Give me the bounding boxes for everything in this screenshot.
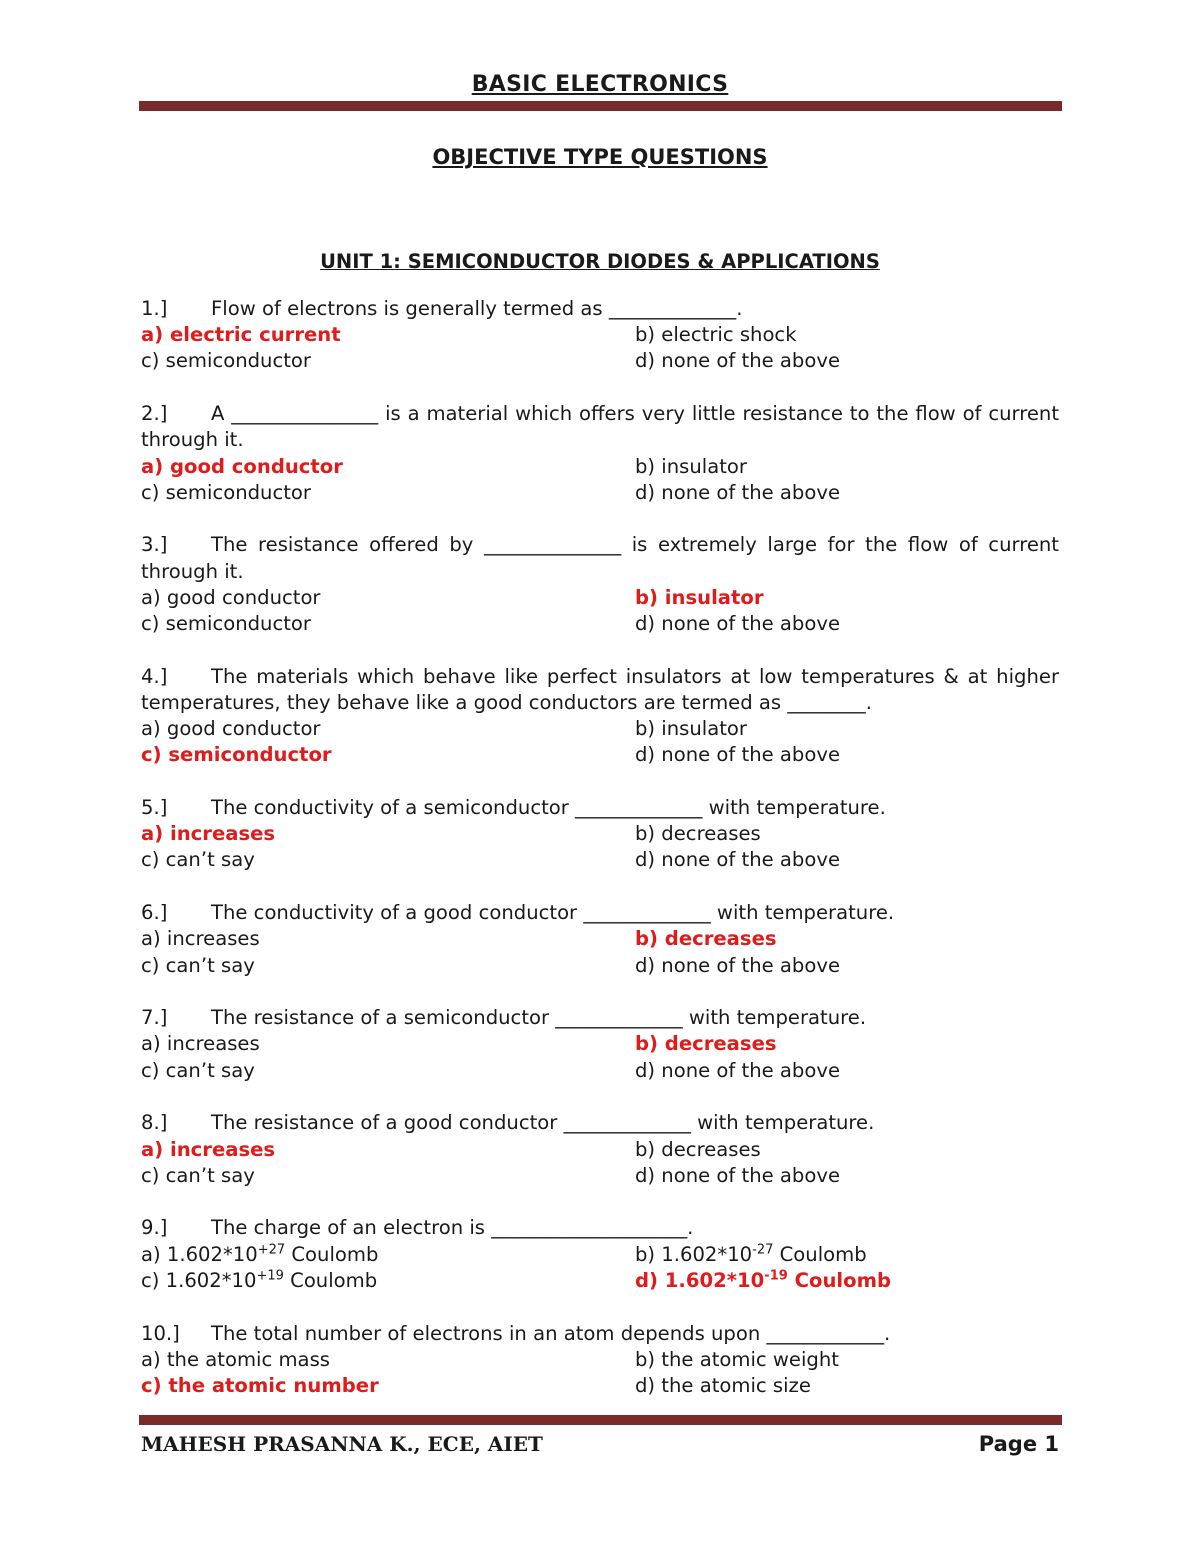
option-coefficient: b) 1.602*10 xyxy=(635,1242,753,1266)
question-text: The conductivity of a good conductor _____________ with temperature. xyxy=(211,901,895,925)
answer-option: a) good conductor xyxy=(141,585,321,609)
correct-answer-option: c) the atomic number xyxy=(141,1374,379,1397)
answer-option: a) good conductor xyxy=(141,717,321,741)
answer-option xyxy=(141,1268,635,1294)
answer-option: c) can’t say xyxy=(141,953,255,977)
footer-author: MAHESH PRASANNA K., ECE, AIET xyxy=(141,1432,543,1456)
question-text: The resistance of a semiconductor _____________ with temperature. xyxy=(211,1006,867,1030)
option-unit: Coulomb xyxy=(787,1268,892,1292)
answer-option: b) decreases xyxy=(635,822,761,846)
answer-option: b) the atomic weight xyxy=(635,1347,839,1371)
question-text: The conductivity of a semiconductor _____________ with temperature. xyxy=(211,796,886,820)
answer-options xyxy=(141,926,1059,978)
question-stem xyxy=(141,795,1059,821)
question-number: 4.] xyxy=(141,664,168,688)
footer-divider xyxy=(139,1415,1062,1425)
correct-answer-option: b) decreases xyxy=(635,927,777,951)
answer-option: b) insulator xyxy=(635,454,747,478)
option-exponent: +27 xyxy=(257,1242,286,1258)
correct-answer-option: b) decreases xyxy=(635,1032,777,1056)
question-text: The resistance offered by ______________ is extremely large for the flow of current through it. xyxy=(141,533,1059,583)
question-stem xyxy=(141,664,1059,716)
question-item xyxy=(141,664,1059,769)
answer-option: d) none of the above xyxy=(635,480,840,504)
question-stem xyxy=(141,401,1059,453)
answer-option: c) can’t say xyxy=(141,1058,255,1082)
answer-options xyxy=(141,1347,1059,1399)
answer-option: d) the atomic size xyxy=(635,1374,811,1397)
answer-option: d) none of the above xyxy=(635,953,840,977)
answer-option: c) semiconductor xyxy=(141,480,311,504)
question-item xyxy=(141,1321,1059,1400)
option-exponent: -19 xyxy=(764,1268,788,1284)
question-stem xyxy=(141,1110,1059,1136)
question-number: 7.] xyxy=(141,1006,168,1030)
answer-option: b) electric shock xyxy=(635,323,797,347)
question-number: 9.] xyxy=(141,1216,168,1240)
question-number: 10.] xyxy=(141,1321,180,1345)
option-exponent: +19 xyxy=(256,1268,284,1284)
question-item xyxy=(141,532,1059,637)
answer-options xyxy=(141,716,1059,768)
answer-option: c) semiconductor xyxy=(141,349,311,373)
correct-answer-option: a) electric current xyxy=(141,323,341,347)
question-number: 1.] xyxy=(141,297,168,320)
question-item xyxy=(141,296,1059,375)
question-text: The materials which behave like perfect insulators at low temperatures & at higher temperatures, they behave like a good conductors are termed as ________. xyxy=(141,664,1059,714)
question-stem xyxy=(141,900,1059,926)
answer-option: d) none of the above xyxy=(635,848,840,872)
option-unit: Coulomb xyxy=(285,1242,379,1266)
answer-option: d) none of the above xyxy=(635,349,840,373)
correct-answer-option: b) insulator xyxy=(635,585,764,609)
question-stem xyxy=(141,532,1059,584)
answer-option: d) none of the above xyxy=(635,1163,840,1187)
answer-option: c) semiconductor xyxy=(141,612,311,636)
answer-options xyxy=(141,322,1059,374)
answer-options xyxy=(141,585,1059,637)
header-title: BASIC ELECTRONICS xyxy=(471,72,729,97)
correct-answer-option: a) increases xyxy=(141,822,276,846)
question-number: 5.] xyxy=(141,796,168,820)
option-exponent: -27 xyxy=(752,1242,774,1258)
footer-page-number: Page 1 xyxy=(978,1432,1059,1456)
answer-option: b) decreases xyxy=(635,1137,761,1161)
option-unit: Coulomb xyxy=(773,1242,867,1266)
document-title: OBJECTIVE TYPE QUESTIONS xyxy=(432,145,768,169)
answer-option: b) insulator xyxy=(635,717,747,741)
question-item xyxy=(141,1215,1059,1294)
correct-answer-option: a) increases xyxy=(141,1137,276,1161)
question-item xyxy=(141,900,1059,979)
answer-option: a) increases xyxy=(141,927,260,951)
answer-option: d) none of the above xyxy=(635,612,840,636)
question-text: Flow of electrons is generally termed as _____________. xyxy=(211,297,743,320)
question-text: The total number of electrons in an atom depends upon ____________. xyxy=(211,1321,891,1345)
question-stem xyxy=(141,296,1059,322)
question-number: 6.] xyxy=(141,901,168,925)
question-stem xyxy=(141,1321,1059,1347)
answer-option: c) can’t say xyxy=(141,848,255,872)
option-unit: Coulomb xyxy=(283,1268,378,1292)
question-item xyxy=(141,1005,1059,1084)
answer-options xyxy=(141,1242,1059,1294)
answer-options xyxy=(141,454,1059,506)
question-stem xyxy=(141,1005,1059,1031)
option-coefficient: c) 1.602*10 xyxy=(141,1268,257,1292)
answer-option: d) none of the above xyxy=(635,1058,840,1082)
correct-answer-option: a) good conductor xyxy=(141,454,343,478)
question-list xyxy=(141,296,1059,1426)
answer-options xyxy=(141,1031,1059,1083)
question-stem xyxy=(141,1215,1059,1241)
question-item xyxy=(141,1110,1059,1189)
question-text: The resistance of a good conductor _____________ with temperature. xyxy=(211,1111,875,1135)
question-number: 2.] xyxy=(141,402,168,426)
question-number: 3.] xyxy=(141,533,168,557)
question-text: The charge of an electron is ____________________. xyxy=(211,1216,694,1240)
question-item xyxy=(141,401,1059,506)
answer-options xyxy=(141,821,1059,873)
question-number: 8.] xyxy=(141,1111,168,1135)
question-item xyxy=(141,795,1059,874)
answer-option xyxy=(635,1242,1059,1268)
correct-answer-option xyxy=(635,1268,1059,1294)
answer-option: d) none of the above xyxy=(635,743,840,767)
answer-option: a) the atomic mass xyxy=(141,1347,330,1371)
header-divider xyxy=(139,101,1062,111)
unit-title: UNIT 1: SEMICONDUCTOR DIODES & APPLICATIONS xyxy=(320,250,880,273)
question-text: A _______________ is a material which offers very little resistance to the flow of current through it. xyxy=(141,402,1059,452)
option-coefficient: a) 1.602*10 xyxy=(141,1242,258,1266)
answer-option: a) increases xyxy=(141,1032,260,1056)
option-coefficient: d) 1.602*10 xyxy=(635,1268,765,1292)
correct-answer-option: c) semiconductor xyxy=(141,743,332,767)
answer-option: c) can’t say xyxy=(141,1163,255,1187)
answer-option xyxy=(141,1242,635,1268)
answer-options xyxy=(141,1137,1059,1189)
